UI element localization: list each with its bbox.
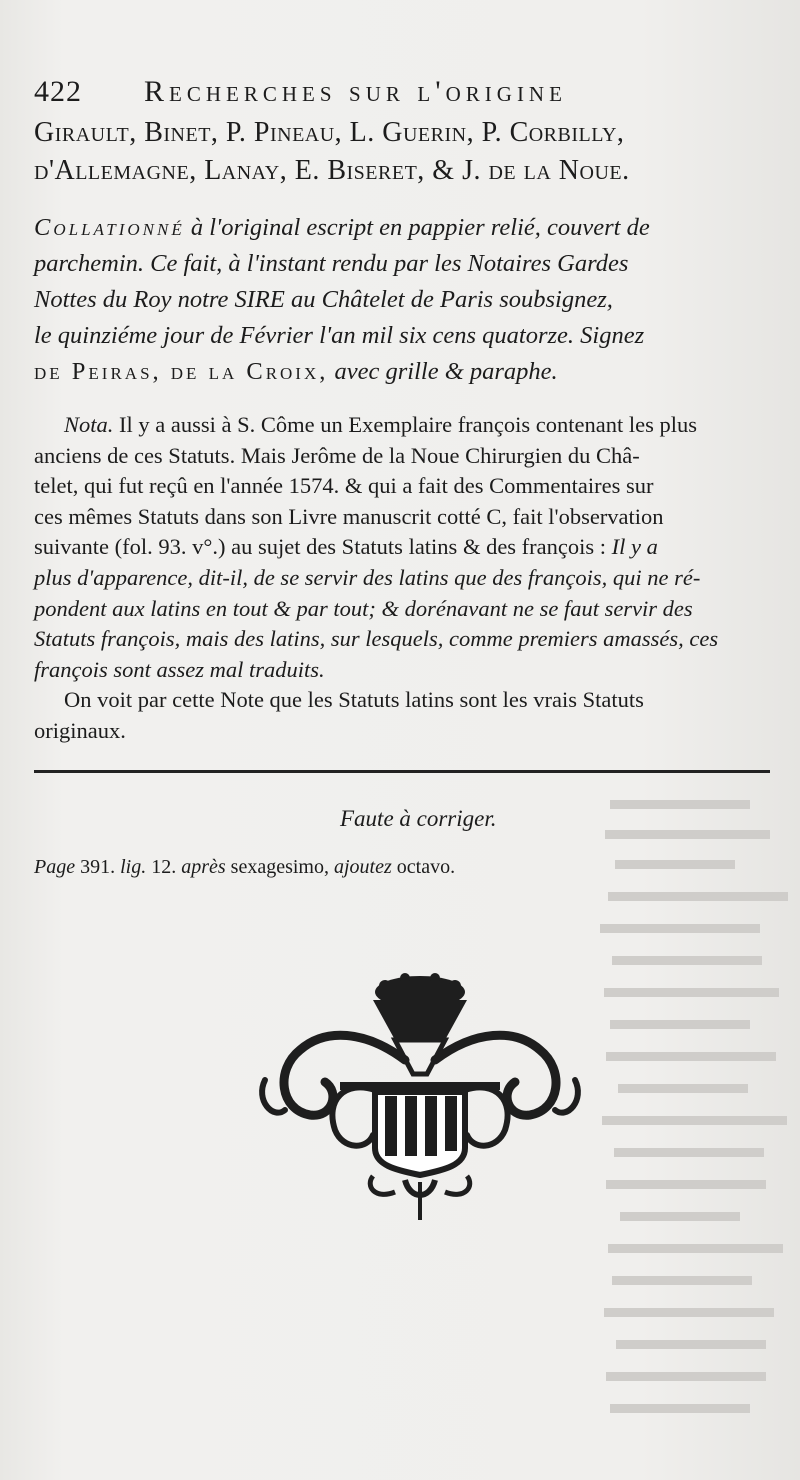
collation-line: le quinziéme jour de Février l'an mil six cens quatorze. Signez xyxy=(34,322,645,349)
nota-text: suivante (fol. 93. v°.) au sujet des Statuts latins & des françois : xyxy=(34,534,607,560)
errata-add-label: ajoutez xyxy=(333,856,392,878)
errata-add-word: octavo. xyxy=(396,856,456,878)
collation-text: à l'original escript en pappier relié, couvert de xyxy=(190,214,650,241)
errata-line-ref: 12. xyxy=(151,856,177,878)
running-title: Recherches sur l'origine xyxy=(144,75,567,108)
nota-paragraph xyxy=(34,410,770,747)
collation-line xyxy=(34,210,770,246)
quote-line: Statuts françois, mais des latins, sur lesquels, comme premiers amassés, ces xyxy=(34,626,719,652)
quote-line: pondent aux latins en tout & par tout; & dorénavant ne se faut servir des xyxy=(34,595,693,621)
nota-line xyxy=(34,410,770,441)
closing-line: On voit par cette Note que les Statuts latins sont les vrais Statuts xyxy=(64,687,644,713)
page-number: 422 xyxy=(34,75,82,108)
collation-line xyxy=(34,354,770,390)
nota-line: ces mêmes Statuts dans son Livre manuscrit cotté C, fait l'observation xyxy=(34,503,664,529)
nota-line xyxy=(34,532,770,563)
nota-label: Nota. xyxy=(64,412,114,437)
errata-entry xyxy=(34,856,455,879)
nota-line: telet, qui fut reçû en l'année 1574. & qui a fait des Commentaires sur xyxy=(34,473,654,499)
signatory-names xyxy=(34,114,774,190)
errata-after-word: sexagesimo, xyxy=(230,856,329,878)
running-header xyxy=(34,74,774,110)
names-line: Girault, Binet, P. Pineau, L. Guerin, P. Corbilly, xyxy=(34,117,625,148)
cul-de-lampe-ornament xyxy=(255,970,585,1220)
nota-line: anciens de ces Statuts. Mais Jerôme de la Noue Chirurgien du Châ- xyxy=(34,442,640,468)
collation-lead: Collationné xyxy=(34,214,185,241)
errata-line-label: lig. xyxy=(120,856,147,878)
errata-page-label: Page xyxy=(34,856,76,878)
show-through-text xyxy=(600,800,800,1460)
quote-line: plus d'apparence, dit-il, de se servir des latins que des françois, qui ne ré- xyxy=(34,564,701,590)
separator-rule xyxy=(34,770,770,773)
closing-line: originaux. xyxy=(34,717,126,743)
nota-text: Il y a aussi à S. Côme un Exemplaire françois contenant les plus xyxy=(119,412,697,437)
signatory-names-inline: de Peiras, de la Croix, xyxy=(34,358,329,385)
names-line: d'Allemagne, Lanay, E. Biseret, & J. de la Noue. xyxy=(34,155,630,186)
quote-start: Il y a xyxy=(611,534,658,560)
errata-page-ref: 391. xyxy=(80,856,116,878)
errata-heading: Faute à corriger. xyxy=(340,806,497,831)
quote-line: françois sont assez mal traduits. xyxy=(34,656,325,682)
errata-after-label: après xyxy=(181,856,226,878)
collation-tail: avec grille & paraphe. xyxy=(334,358,558,385)
collation-line: parchemin. Ce fait, à l'instant rendu par les Notaires Gardes xyxy=(34,250,629,277)
collation-line: Nottes du Roy notre SIRE au Châtelet de Paris soubsignez, xyxy=(34,286,613,313)
collation-paragraph xyxy=(34,210,770,390)
